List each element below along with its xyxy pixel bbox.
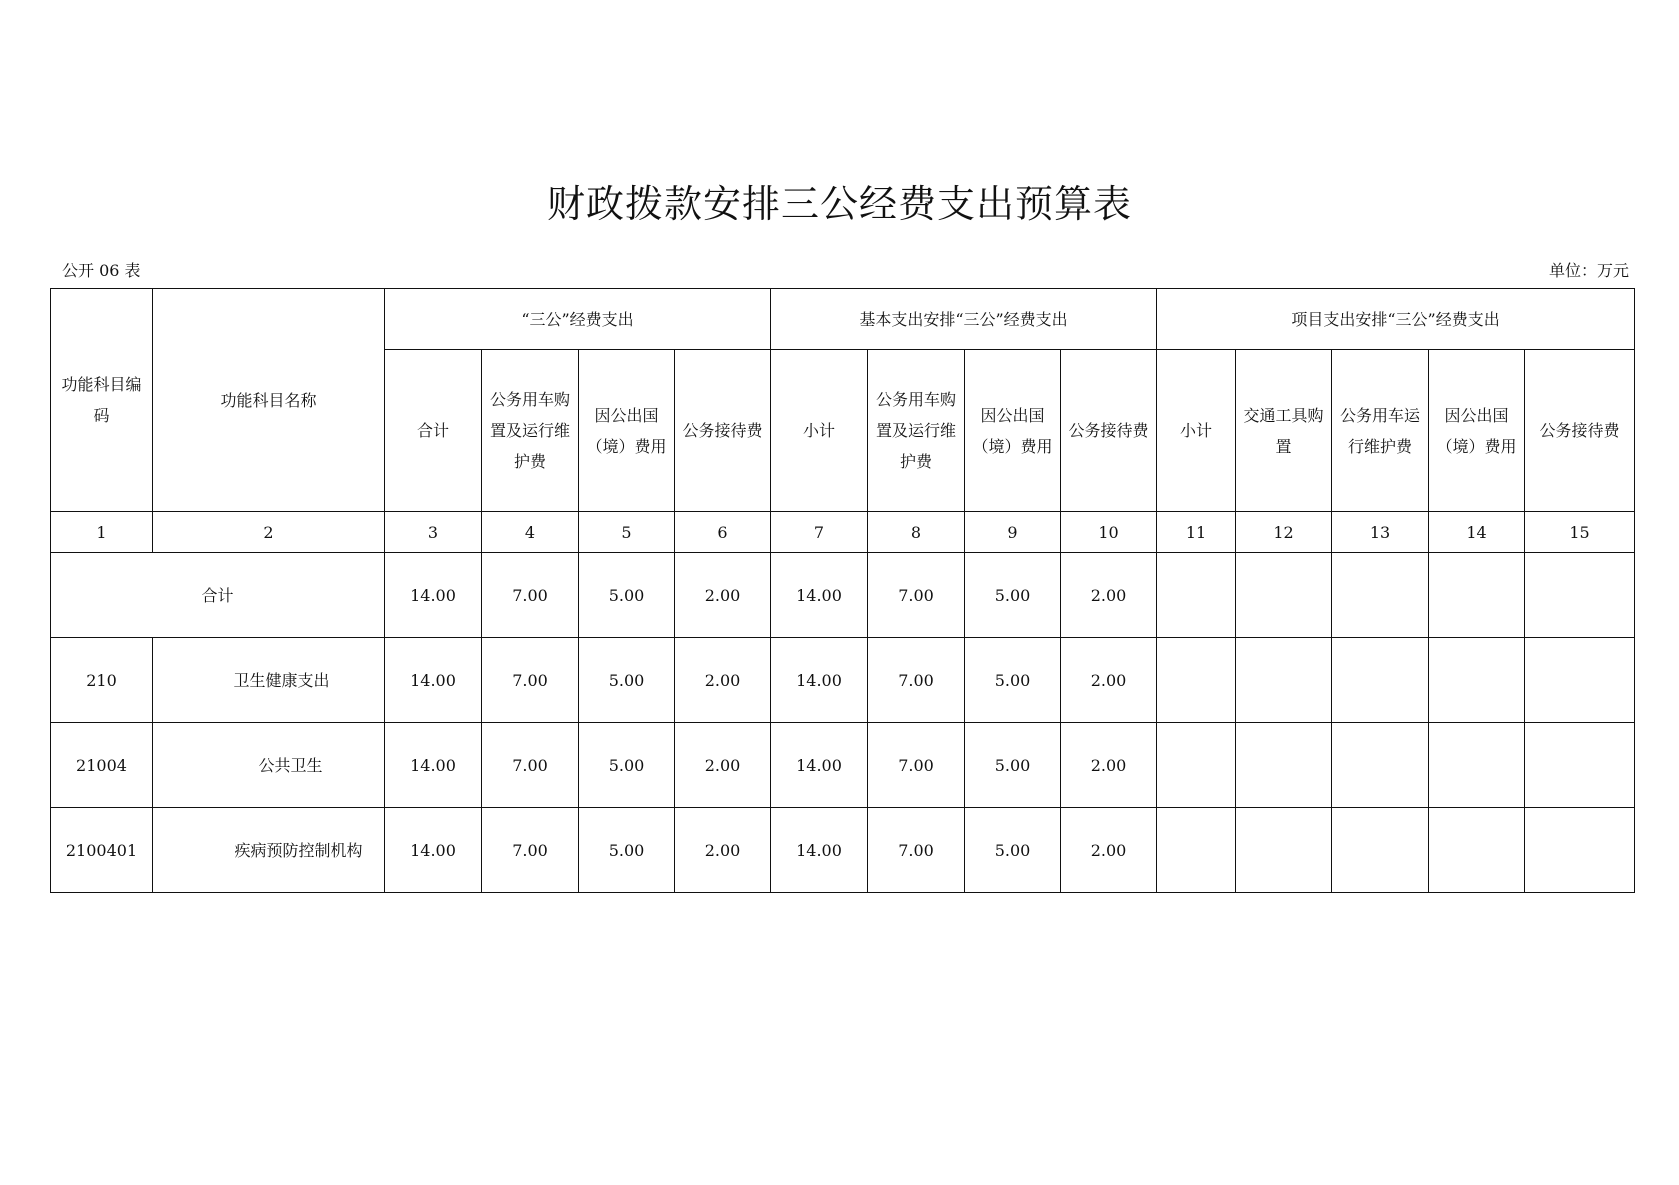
value-cell: 5.00	[579, 723, 675, 808]
header-sub-cell: 因公出国（境）费用	[965, 350, 1061, 512]
column-index-row	[51, 512, 1635, 553]
value-cell	[1236, 638, 1332, 723]
form-number: 公开 06 表	[62, 261, 141, 280]
column-index-cell: 10	[1061, 512, 1157, 553]
header-sub-cell: 小计	[771, 350, 868, 512]
column-index-cell: 13	[1332, 512, 1429, 553]
column-index-cell: 9	[965, 512, 1061, 553]
value-cell: 2.00	[1061, 638, 1157, 723]
column-index-cell: 15	[1525, 512, 1635, 553]
value-cell: 5.00	[965, 638, 1061, 723]
value-cell	[1332, 808, 1429, 893]
value-cell	[1429, 553, 1525, 638]
value-cell: 5.00	[579, 638, 675, 723]
header-sub-cell: 交通工具购置	[1236, 350, 1332, 512]
value-cell	[1525, 638, 1635, 723]
column-index-cell: 6	[675, 512, 771, 553]
value-cell: 5.00	[579, 808, 675, 893]
value-cell: 7.00	[868, 553, 965, 638]
value-cell	[1236, 808, 1332, 893]
value-cell: 5.00	[965, 723, 1061, 808]
value-cell	[1236, 723, 1332, 808]
column-index-cell: 4	[482, 512, 579, 553]
header-group-row	[51, 289, 1635, 350]
value-cell	[1332, 723, 1429, 808]
page-title: 财政拨款安排三公经费支出预算表	[546, 182, 1132, 226]
value-cell: 5.00	[965, 808, 1061, 893]
value-cell	[1525, 723, 1635, 808]
header-sub-cell: 因公出国（境）费用	[579, 350, 675, 512]
header-sub-cell: 合计	[385, 350, 482, 512]
column-index-cell: 1	[51, 512, 153, 553]
header-group-sangong: “三公”经费支出	[385, 289, 771, 350]
column-index-cell: 8	[868, 512, 965, 553]
value-cell	[1429, 723, 1525, 808]
value-cell	[1429, 808, 1525, 893]
value-cell	[1332, 638, 1429, 723]
value-cell	[1332, 553, 1429, 638]
total-label: 合计	[51, 553, 385, 638]
header-sub-cell: 公务接待费	[1525, 350, 1635, 512]
column-index-cell: 3	[385, 512, 482, 553]
column-index-cell: 5	[579, 512, 675, 553]
function-name-cell: 公共卫生	[153, 723, 385, 808]
table-row	[51, 638, 1635, 723]
value-cell: 14.00	[385, 553, 482, 638]
column-index-cell: 7	[771, 512, 868, 553]
header-group-basic: 基本支出安排“三公”经费支出	[771, 289, 1157, 350]
value-cell: 14.00	[385, 638, 482, 723]
value-cell	[1157, 808, 1236, 893]
value-cell	[1157, 638, 1236, 723]
value-cell: 14.00	[771, 723, 868, 808]
value-cell: 5.00	[965, 553, 1061, 638]
value-cell	[1157, 723, 1236, 808]
column-index-cell: 2	[153, 512, 385, 553]
column-index-cell: 11	[1157, 512, 1236, 553]
function-code-cell: 2100401	[51, 808, 153, 893]
value-cell: 2.00	[675, 638, 771, 723]
function-name-cell: 疾病预防控制机构	[153, 808, 385, 893]
value-cell	[1157, 553, 1236, 638]
value-cell: 7.00	[482, 638, 579, 723]
header-name: 功能科目名称	[153, 289, 385, 512]
value-cell: 2.00	[1061, 808, 1157, 893]
header-sub-cell: 小计	[1157, 350, 1236, 512]
value-cell: 2.00	[675, 553, 771, 638]
header-sub-cell: 公务用车购置及运行维护费	[482, 350, 579, 512]
column-index-cell: 14	[1429, 512, 1525, 553]
unit-label: 单位：万元	[1548, 261, 1629, 280]
table-row	[51, 808, 1635, 893]
value-cell	[1525, 553, 1635, 638]
value-cell: 2.00	[675, 808, 771, 893]
value-cell: 2.00	[1061, 553, 1157, 638]
value-cell	[1429, 638, 1525, 723]
function-name-cell: 卫生健康支出	[153, 638, 385, 723]
value-cell: 14.00	[771, 553, 868, 638]
value-cell: 2.00	[675, 723, 771, 808]
total-row	[51, 553, 1635, 638]
table-row	[51, 723, 1635, 808]
function-code-cell: 21004	[51, 723, 153, 808]
header-code: 功能科目编码	[51, 289, 153, 512]
value-cell: 7.00	[868, 723, 965, 808]
budget-table	[50, 288, 1635, 893]
column-index-cell: 12	[1236, 512, 1332, 553]
header-sub-cell: 公务用车运行维护费	[1332, 350, 1429, 512]
header-sub-cell: 公务接待费	[675, 350, 771, 512]
header-group-project: 项目支出安排“三公”经费支出	[1157, 289, 1635, 350]
header-sub-cell: 公务接待费	[1061, 350, 1157, 512]
value-cell: 14.00	[771, 808, 868, 893]
value-cell: 7.00	[868, 808, 965, 893]
header-sub-cell: 公务用车购置及运行维护费	[868, 350, 965, 512]
value-cell: 7.00	[482, 808, 579, 893]
function-code-cell: 210	[51, 638, 153, 723]
value-cell	[1236, 553, 1332, 638]
value-cell: 7.00	[482, 553, 579, 638]
value-cell: 14.00	[771, 638, 868, 723]
value-cell: 14.00	[385, 808, 482, 893]
value-cell: 7.00	[482, 723, 579, 808]
value-cell: 14.00	[385, 723, 482, 808]
value-cell: 2.00	[1061, 723, 1157, 808]
value-cell: 5.00	[579, 553, 675, 638]
value-cell: 7.00	[868, 638, 965, 723]
value-cell	[1525, 808, 1635, 893]
header-sub-cell: 因公出国（境）费用	[1429, 350, 1525, 512]
